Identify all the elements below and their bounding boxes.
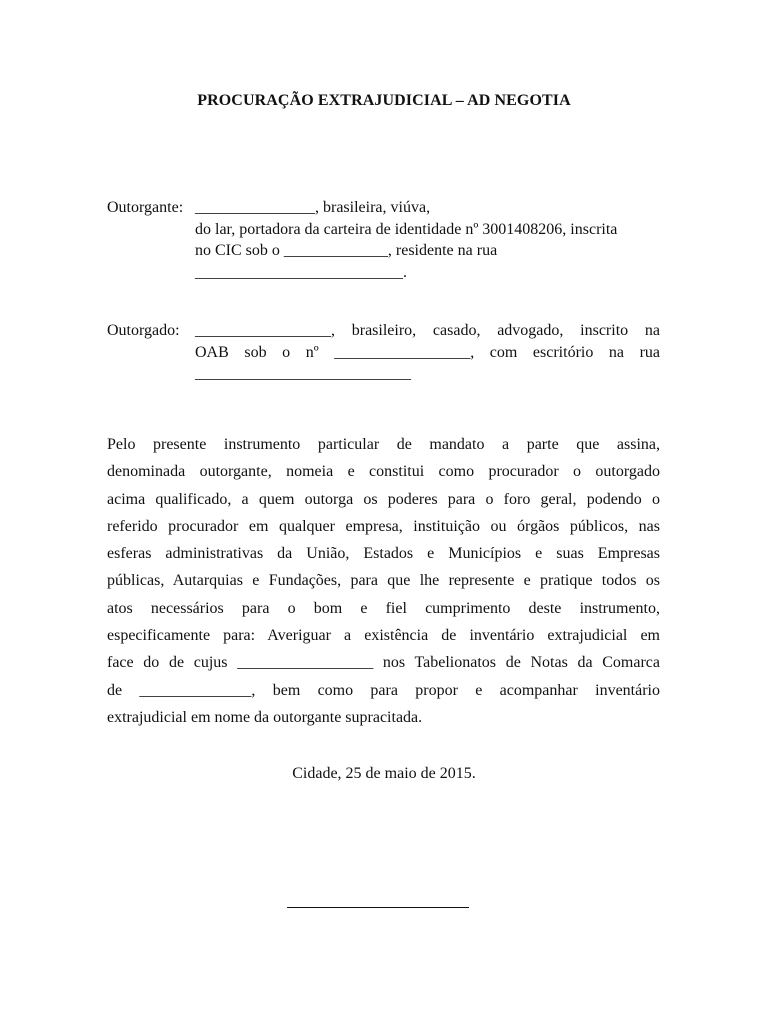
document-title: PROCURAÇÃO EXTRAJUDICIAL – AD NEGOTIA <box>197 92 571 109</box>
outorgado-line: ___________________________ <box>195 365 411 382</box>
mandate-line: referido procurador em qualquer empresa, instituição ou órgãos públicos, nas <box>107 517 660 535</box>
outorgante-line: do lar, portadora da carteira de identidade nº 3001408206, inscrita <box>195 220 618 238</box>
outorgante-line: no CIC sob o _____________, residente na rua <box>195 242 498 259</box>
mandate-line: face do de cujus _________________ nos Tabelionatos de Notas da Comarca <box>107 654 660 672</box>
outorgante-line: _______________, brasileira, viúva, <box>195 199 431 216</box>
mandate-line: acima qualificado, a quem outorga os poderes para o foro geral, podendo o <box>107 490 660 508</box>
mandate-paragraph <box>107 431 660 731</box>
mandate-line: especificamente para: Averiguar a existência de inventário extrajudicial em <box>107 627 660 645</box>
outorgado-section <box>107 320 660 385</box>
mandate-line: públicas, Autarquias e Fundações, para que lhe represente e pratique todos os <box>107 572 660 590</box>
outorgado-line: _________________, brasileiro, casado, advogado, inscrito na <box>195 322 660 339</box>
mandate-line: esferas administrativas da União, Estados e Municípios e suas Empresas <box>107 545 660 563</box>
mandate-line: de ______________, bem como para propor e acompanhar inventário <box>107 681 660 699</box>
date-line: Cidade, 25 de maio de 2015. <box>292 765 476 782</box>
outorgado-label: Outorgado: <box>107 322 180 339</box>
outorgante-line: __________________________. <box>195 263 407 281</box>
outorgante-text <box>195 197 660 283</box>
mandate-line: atos necessários para o bom e fiel cumprimento deste instrumento, <box>107 599 660 617</box>
outorgado-text <box>195 320 660 385</box>
outorgante-section <box>107 197 660 283</box>
mandate-line: Pelo presente instrumento particular de mandato a parte que assina, <box>107 436 660 453</box>
outorgado-line: OAB sob o nº _________________, com escritório na rua <box>195 343 660 361</box>
outorgante-label: Outorgante: <box>107 199 184 216</box>
mandate-line: extrajudicial em nome da outorgante supracitada. <box>107 708 423 726</box>
signature-line <box>287 907 469 908</box>
mandate-line: denominada outorgante, nomeia e constitui como procurador o outorgado <box>107 463 660 481</box>
